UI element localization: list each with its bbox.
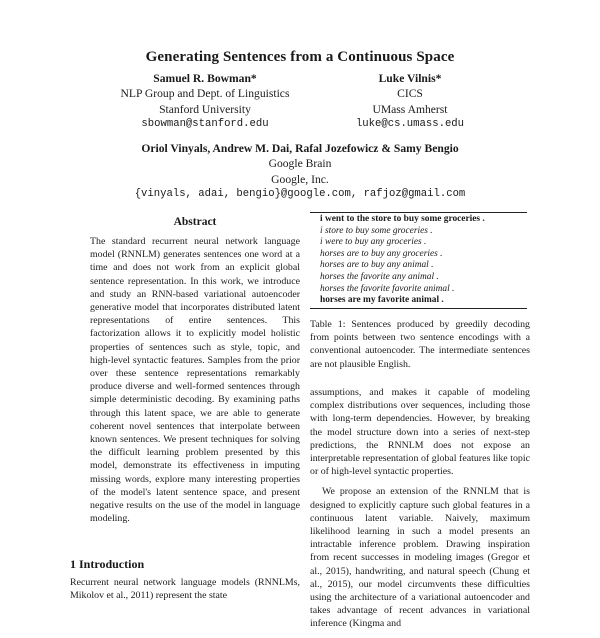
- author-email: luke@cs.umass.edu: [355, 117, 465, 130]
- abstract-heading: Abstract: [173, 216, 217, 228]
- table-top-rule: [310, 212, 527, 213]
- body-paragraph: We propose an extension of the RNNLM that is designed to explicitly capture such global features in a continuous latent variable. Naively, maximum likelihood learning in such a model presents an intractable inference problem. Drawing inspiration from recent successes in modeling images (Gregor et al., 2015), handwriting, and natural speech (Chung et al., 2015), our model circumvents these difficulties using the architecture of a variational autoencoder and takes advantage of recent advances in variational inference (Kingma and: [310, 486, 530, 630]
- introduction-text: Recurrent neural network language models (RNNLMs, Mikolov et al., 2011) represent the state: [70, 577, 300, 602]
- table-row: i store to buy some groceries .: [320, 225, 433, 236]
- author-name: Samuel R. Bowman*: [153, 72, 257, 85]
- author-affiliation: Google Brain: [268, 157, 332, 171]
- author-block-bowman: [100, 71, 310, 132]
- author-institution: Google, Inc.: [271, 172, 329, 186]
- author-block-vilnis: [345, 71, 475, 132]
- sentence-table: [310, 212, 527, 309]
- author-affiliation: CICS: [397, 87, 423, 101]
- introduction-heading: 1 Introduction: [70, 557, 145, 571]
- abstract-text: The standard recurrent neural network language model (RNNLM) generates sentences one word at a time and does not work from an explicit global sentence representation. In this work, we introduce and study an RNN-based variational autoencoder generative model that incorporates distributed latent representations of entire sentences. This factorization allows it to explicitly model holistic properties of sentences such as style, topic, and high-level syntactic features. Samples from the prior over these sentence representations remarkably produce diverse and well-formed sentences through simple deterministic decoding. By examining paths through this latent space, we are able to generate coherent novel sentences that interpolate between known sentences. We present techniques for solving the difficult learning problem presented by this model, demonstrate its effectiveness in imputing missing words, explore many interesting properties of the model's latent sentence space, and present negative results on the use of the model in language modeling.: [90, 236, 300, 525]
- author-name: Luke Vilnis*: [378, 72, 442, 85]
- author-institution: Stanford University: [159, 102, 251, 116]
- table-row: horses the favorite favorite animal .: [320, 283, 455, 294]
- table-row: i went to the store to buy some groceries .: [320, 214, 485, 224]
- table-row: horses are to buy any animal .: [320, 260, 434, 271]
- paper-title: Generating Sentences from a Continuous Space: [145, 49, 455, 65]
- table-row: horses the favorite any animal .: [320, 271, 439, 282]
- table-row: horses are my favorite animal .: [320, 295, 444, 306]
- table-row: i were to buy any groceries .: [320, 237, 427, 248]
- author-affiliation: NLP Group and Dept. of Linguistics: [120, 87, 290, 101]
- author-institution: UMass Amherst: [372, 102, 448, 116]
- table-caption: Table 1: Sentences produced by greedily decoding from points between two sentence encodings with a conventional autoencoder. The intermediate sentences are not plausible English.: [310, 319, 530, 370]
- author-emails: {vinyals, adai, bengio}@google.com, rafjoz@gmail.com: [134, 187, 466, 200]
- author-email: sbowman@stanford.edu: [141, 117, 269, 130]
- table-row: horses are to buy any groceries .: [320, 248, 443, 259]
- author-names: Oriol Vinyals, Andrew M. Dai, Rafal Jozefowicz & Samy Bengio: [141, 142, 459, 155]
- body-paragraph: assumptions, and makes it capable of modeling complex distributions over sequences, including those with long-term dependencies. However, by breaking the model structure down into a series of next-step predictions, the RNNLM does not expose an interpretable representation of global features like topic or of high-level syntactic properties.: [310, 387, 530, 478]
- author-block-google: [80, 141, 520, 202]
- table-bottom-rule: [310, 308, 527, 309]
